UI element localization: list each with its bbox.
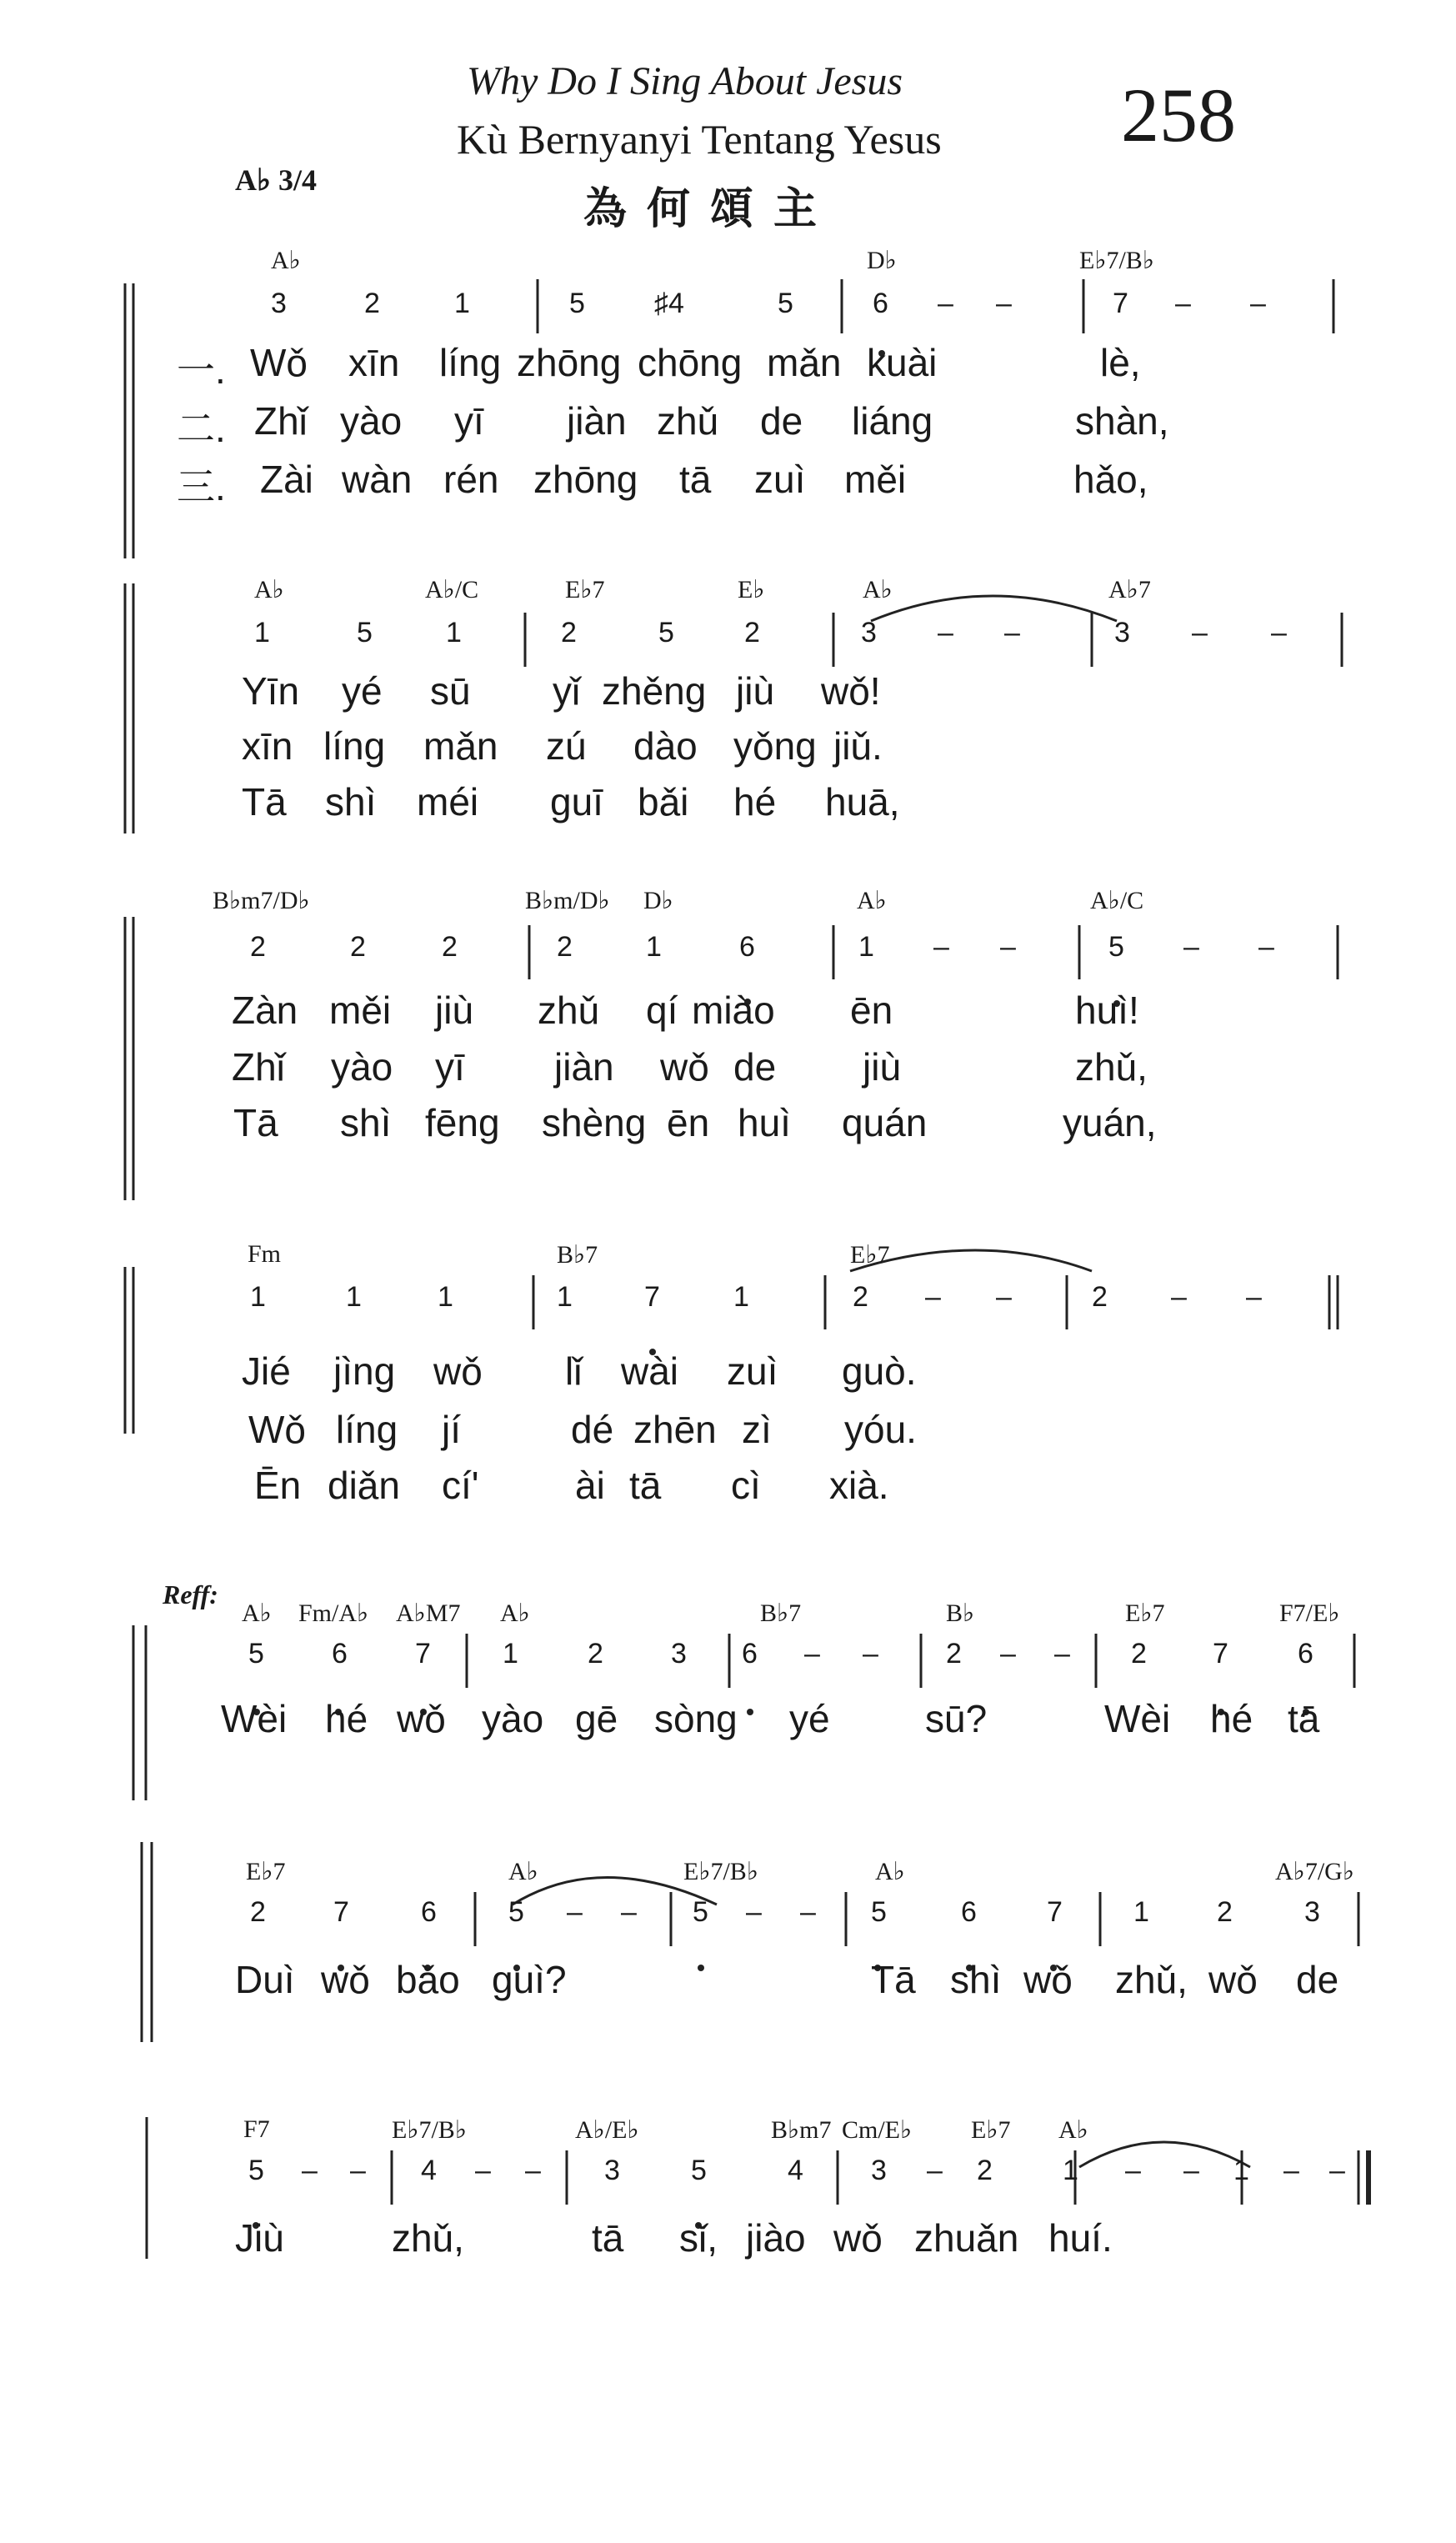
lyric-word: zhǔ,: [1115, 1958, 1188, 2001]
lyric-word: zuì: [727, 1349, 778, 1393]
note: –: [746, 1896, 762, 1928]
chord: D♭: [643, 887, 673, 914]
note: –: [302, 2155, 318, 2186]
note: 5: [658, 617, 674, 648]
lyric-word: jiù: [863, 1045, 902, 1089]
note: 1: [438, 1281, 453, 1313]
lyric-word: shàn,: [1075, 399, 1169, 443]
lyric-word: yé: [342, 669, 383, 713]
lyric-word: jiàn: [554, 1045, 614, 1089]
chord: A♭/C: [1090, 887, 1144, 914]
lyric-word: zì: [742, 1408, 772, 1451]
lyric-word: méi: [417, 780, 479, 823]
note: –: [1171, 1281, 1187, 1313]
note: –: [938, 617, 953, 648]
lyric-word: huì!: [1075, 989, 1139, 1032]
lyric-word: hé: [733, 780, 777, 823]
lyric-word: liáng: [852, 399, 933, 443]
note: –: [996, 1281, 1012, 1313]
chord: A♭: [271, 247, 301, 274]
lyric-word: ēn: [667, 1101, 710, 1144]
lyric-word: yào: [482, 1697, 544, 1740]
lyric-word: xià.: [829, 1464, 889, 1507]
lyric-word: tā: [1288, 1697, 1320, 1740]
note: –: [1004, 617, 1020, 648]
lyric-word: wài: [621, 1349, 679, 1393]
lyric-word: Wèi: [221, 1697, 288, 1740]
lyric-word: bǎo: [396, 1958, 460, 2001]
lyric-word: zhuǎn: [914, 2216, 1019, 2260]
note: 5: [1108, 931, 1124, 963]
note: 7: [1213, 1638, 1228, 1669]
title-indonesian: Kù Bernyanyi Tentang Yesus: [457, 116, 942, 163]
chord: A♭7/G♭: [1275, 1858, 1354, 1885]
note: 3: [861, 617, 877, 648]
note: –: [1054, 1638, 1070, 1669]
lyric-word: ēn: [850, 989, 893, 1032]
chord: A♭/E♭: [575, 2116, 639, 2144]
note: –: [1329, 2155, 1345, 2186]
note: 6: [1298, 1638, 1313, 1669]
chord: E♭7: [565, 576, 605, 603]
note: 1: [446, 617, 462, 648]
lyric-word: jí: [442, 1408, 461, 1451]
lyric-word: xīn: [348, 341, 400, 384]
note: –: [996, 288, 1012, 319]
lyric-word: Zàn: [232, 989, 298, 1032]
chord: A♭7: [1108, 576, 1151, 603]
lyric-word: lǐ: [565, 1349, 583, 1393]
note: 1: [454, 288, 470, 319]
chord: B♭m/D♭: [525, 887, 610, 914]
lyric-word: lè,: [1100, 341, 1141, 384]
lyric-word: jiào: [746, 2216, 806, 2260]
lyric-word: wǒ: [1208, 1958, 1258, 2001]
lyric-word: Ēn: [254, 1464, 302, 1507]
chord: B♭7: [557, 1241, 598, 1269]
chord: Fm: [248, 1240, 282, 1268]
lyric-word: Zhǐ: [254, 399, 308, 443]
note: 5: [248, 2155, 264, 2186]
lyric-word: sǐ,: [679, 2216, 718, 2260]
lyric-word: ài: [575, 1464, 605, 1507]
lyric-word: shì: [950, 1958, 1002, 2001]
note: 7: [415, 1638, 431, 1669]
note: 1: [346, 1281, 362, 1313]
chord: F7: [243, 2115, 270, 2143]
lyric-word: Duì: [235, 1958, 295, 2001]
key-signature: A♭ 3/4: [235, 163, 317, 197]
note: 2: [853, 1281, 868, 1313]
note: 2: [442, 931, 458, 963]
lyric-word: yào: [340, 399, 403, 443]
lyric-word: líng: [336, 1408, 398, 1451]
note: 5: [778, 288, 793, 319]
lyric-word: jiù: [736, 669, 775, 713]
lyric-word: tā: [679, 458, 712, 501]
lyric-word: měi: [844, 458, 907, 501]
note: 1: [250, 1281, 266, 1313]
note: 3: [1304, 1896, 1320, 1928]
note: –: [1000, 931, 1016, 963]
lyric-word: guì?: [492, 1958, 567, 2001]
lyric-word: Jié: [242, 1349, 291, 1393]
lyric-word: wǒ: [1023, 1958, 1073, 2001]
note: 3: [271, 288, 287, 319]
chord: A♭: [857, 887, 887, 914]
note: 7: [1113, 288, 1128, 319]
note: 1: [503, 1638, 518, 1669]
note: 2: [588, 1638, 603, 1669]
chord: B♭: [946, 1599, 975, 1627]
lyric-word: zhǔ: [538, 989, 600, 1032]
lyric-word: bǎi: [638, 780, 689, 823]
note: 2: [250, 931, 266, 963]
chord: Fm/A♭: [298, 1599, 369, 1627]
note: –: [525, 2155, 541, 2186]
lyric-word: fēng: [425, 1101, 500, 1144]
lyric-word: Zhǐ: [232, 1045, 285, 1089]
note: ♯4: [654, 288, 684, 319]
lyric-word: de: [760, 399, 803, 443]
note: 2: [1131, 1638, 1147, 1669]
chord: A♭: [242, 1599, 272, 1627]
chord: E♭7/B♭: [683, 1858, 758, 1885]
note: –: [350, 2155, 366, 2186]
lyric-word: huì: [738, 1101, 791, 1144]
lyric-word: Zài: [260, 458, 313, 501]
chord: B♭7: [760, 1599, 802, 1627]
lyric-word: sòng: [654, 1697, 738, 1740]
lyric-word: hǎo,: [1073, 458, 1148, 501]
lyric-word: zhǔ: [657, 399, 719, 443]
note: 6: [332, 1638, 348, 1669]
note: –: [938, 288, 953, 319]
lyric-word: Wǒ: [250, 341, 308, 384]
note: –: [1183, 2155, 1199, 2186]
chord: Cm/E♭: [842, 2116, 913, 2144]
verse-number: 二.: [177, 407, 226, 450]
chord: D♭: [867, 247, 897, 274]
note: 6: [739, 931, 755, 963]
note: 3: [671, 1638, 687, 1669]
note: 6: [873, 288, 888, 319]
lyric-word: zhěng: [602, 669, 707, 713]
note: –: [621, 1896, 637, 1928]
note: –: [1125, 2155, 1141, 2186]
lyric-word: chōng: [638, 341, 743, 384]
note: 1: [1133, 1896, 1149, 1928]
note: –: [1246, 1281, 1262, 1313]
chord: E♭7: [246, 1858, 286, 1885]
lyric-word: Jiù: [235, 2216, 284, 2260]
note: 4: [788, 2155, 803, 2186]
chord: A♭: [875, 1858, 905, 1885]
note: 6: [742, 1638, 758, 1669]
lyric-word: huí.: [1048, 2216, 1113, 2260]
note: 5: [691, 2155, 707, 2186]
note: 1: [254, 617, 270, 648]
note: –: [933, 931, 949, 963]
lyric-word: guò.: [842, 1349, 917, 1393]
verse-number: 一.: [177, 348, 226, 392]
verse-number: 三.: [177, 465, 226, 508]
lyric-word: shì: [340, 1101, 392, 1144]
chord: E♭7: [1125, 1599, 1165, 1627]
lyric-word: huā,: [825, 780, 900, 823]
lyric-word: hé: [1210, 1697, 1253, 1740]
lyric-word: Tā: [871, 1958, 916, 2001]
lyric-word: yào: [331, 1045, 393, 1089]
chord: E♭7: [971, 2116, 1011, 2144]
note: 5: [357, 617, 373, 648]
lyric-word: zhēn: [633, 1408, 717, 1451]
note: 6: [421, 1896, 437, 1928]
chord: B♭m7: [771, 2116, 832, 2144]
lyric-word: mǎn: [423, 724, 498, 768]
lyric-word: wǒ: [660, 1045, 709, 1089]
note: 1: [646, 931, 662, 963]
note: 1: [733, 1281, 749, 1313]
note: –: [804, 1638, 820, 1669]
lyric-word: sū?: [925, 1697, 988, 1740]
lyric-word: hé: [325, 1697, 368, 1740]
refrain-label: Reff:: [163, 1579, 218, 1609]
lyric-word: mǎn: [767, 341, 842, 384]
lyric-word: zhǔ,: [392, 2216, 464, 2260]
lyric-word: shèng: [542, 1101, 647, 1144]
lyric-word: dào: [633, 724, 698, 768]
note: –: [1250, 288, 1266, 319]
lyric-word: diǎn: [328, 1464, 400, 1507]
note: 1: [1063, 2155, 1078, 2186]
note: 2: [250, 1896, 266, 1928]
note: –: [925, 1281, 941, 1313]
note: 5: [693, 1896, 708, 1928]
lyric-word: guī: [550, 780, 603, 823]
lyric-word: cí': [442, 1464, 479, 1507]
chord: A♭: [508, 1858, 538, 1885]
lyric-word: xīn: [242, 724, 293, 768]
lyric-word: de: [1296, 1958, 1339, 2001]
note: 3: [1114, 617, 1130, 648]
lyric-word: gē: [575, 1697, 618, 1740]
chord: E♭7/B♭: [1079, 247, 1154, 274]
note: –: [800, 1896, 816, 1928]
lyric-word: cì: [731, 1464, 761, 1507]
lyric-word: Yīn: [242, 669, 300, 713]
note: 2: [946, 1638, 962, 1669]
note: 7: [1047, 1896, 1063, 1928]
lyric-word: jiǔ.: [833, 724, 883, 768]
note: 4: [421, 2155, 437, 2186]
note: –: [567, 1896, 583, 1928]
lyric-word: wǒ: [433, 1349, 483, 1393]
lyric-word: yé: [789, 1697, 830, 1740]
note: 5: [248, 1638, 264, 1669]
lyric-word: měi: [329, 989, 392, 1032]
note: 5: [871, 1896, 887, 1928]
note: 7: [333, 1896, 349, 1928]
note: 3: [604, 2155, 620, 2186]
lyric-word: jìng: [333, 1349, 396, 1393]
lyric-word: tā: [629, 1464, 662, 1507]
lyric-word: qí: [646, 989, 678, 1032]
lyric-word: yī: [435, 1045, 465, 1089]
lyric-word: yǒng: [733, 724, 817, 768]
lyric-word: líng: [439, 341, 502, 384]
note: 2: [364, 288, 380, 319]
lyric-word: dé: [571, 1408, 614, 1451]
note: 1: [557, 1281, 573, 1313]
note: 2: [1217, 1896, 1233, 1928]
note: –: [1192, 617, 1208, 648]
lyric-word: zuì: [754, 458, 806, 501]
lyric-word: kuài: [867, 341, 938, 384]
lyric-word: wǒ: [321, 1958, 370, 2001]
lyric-word: wàn: [342, 458, 413, 501]
note: –: [1283, 2155, 1299, 2186]
lyric-word: wǒ!: [821, 669, 881, 713]
chord: E♭7: [850, 1241, 890, 1269]
chord: A♭M7: [396, 1599, 461, 1627]
note: –: [1271, 617, 1287, 648]
lyric-word: líng: [323, 724, 386, 768]
note: 2: [557, 931, 573, 963]
chord: B♭m7/D♭: [213, 887, 310, 914]
note: –: [475, 2155, 491, 2186]
lyric-word: Tā: [242, 780, 287, 823]
lyric-word: yóu.: [844, 1408, 917, 1451]
chord: E♭7/B♭: [392, 2116, 467, 2144]
lyric-word: yǐ: [553, 669, 581, 713]
note: 5: [569, 288, 585, 319]
note: –: [1258, 931, 1274, 963]
lyric-word: zhōng: [517, 341, 622, 384]
lyric-word: Wèi: [1104, 1697, 1171, 1740]
lyric-word: yuán,: [1063, 1101, 1157, 1144]
lyric-word: jiàn: [567, 399, 627, 443]
note: 6: [961, 1896, 977, 1928]
note: 2: [561, 617, 577, 648]
note: 1: [1233, 2155, 1249, 2186]
note: 2: [350, 931, 366, 963]
chord: A♭: [1058, 2116, 1088, 2144]
lyric-word: miào: [692, 989, 775, 1032]
note: –: [1183, 931, 1199, 963]
chord: A♭: [254, 576, 284, 603]
lyric-word: quán: [842, 1101, 928, 1144]
note: –: [1000, 1638, 1016, 1669]
lyric-word: rén: [443, 458, 499, 501]
chord: A♭/C: [425, 576, 479, 603]
chord: A♭: [863, 576, 893, 603]
lyric-word: sū: [430, 669, 471, 713]
lyric-word: Tā: [233, 1101, 278, 1144]
note: 2: [1092, 1281, 1108, 1313]
note: –: [927, 2155, 943, 2186]
chord: E♭: [738, 576, 765, 603]
lyric-word: Wǒ: [248, 1408, 306, 1451]
chord: F7/E♭: [1279, 1599, 1340, 1627]
lyric-word: shì: [325, 780, 377, 823]
lyric-word: de: [733, 1045, 777, 1089]
title-english: Why Do I Sing About Jesus: [467, 59, 903, 103]
hymn-number: 258: [1121, 73, 1236, 158]
lyric-word: zhǔ,: [1075, 1045, 1148, 1089]
note: –: [863, 1638, 878, 1669]
chord: A♭: [500, 1599, 530, 1627]
lyric-word: wǒ: [397, 1697, 446, 1740]
note: 1: [858, 931, 874, 963]
lyric-word: wǒ: [833, 2216, 883, 2260]
lyric-word: jiù: [435, 989, 474, 1032]
lyric-word: yī: [454, 399, 484, 443]
note: 5: [508, 1896, 524, 1928]
note: 2: [744, 617, 760, 648]
note: 3: [871, 2155, 887, 2186]
lyric-word: tā: [592, 2216, 624, 2260]
note: –: [1175, 288, 1191, 319]
lyric-word: zú: [546, 724, 587, 768]
lyric-word: zhōng: [533, 458, 638, 501]
note: 7: [644, 1281, 660, 1313]
note: 2: [977, 2155, 993, 2186]
title-chinese: 為何頌主: [583, 183, 838, 234]
